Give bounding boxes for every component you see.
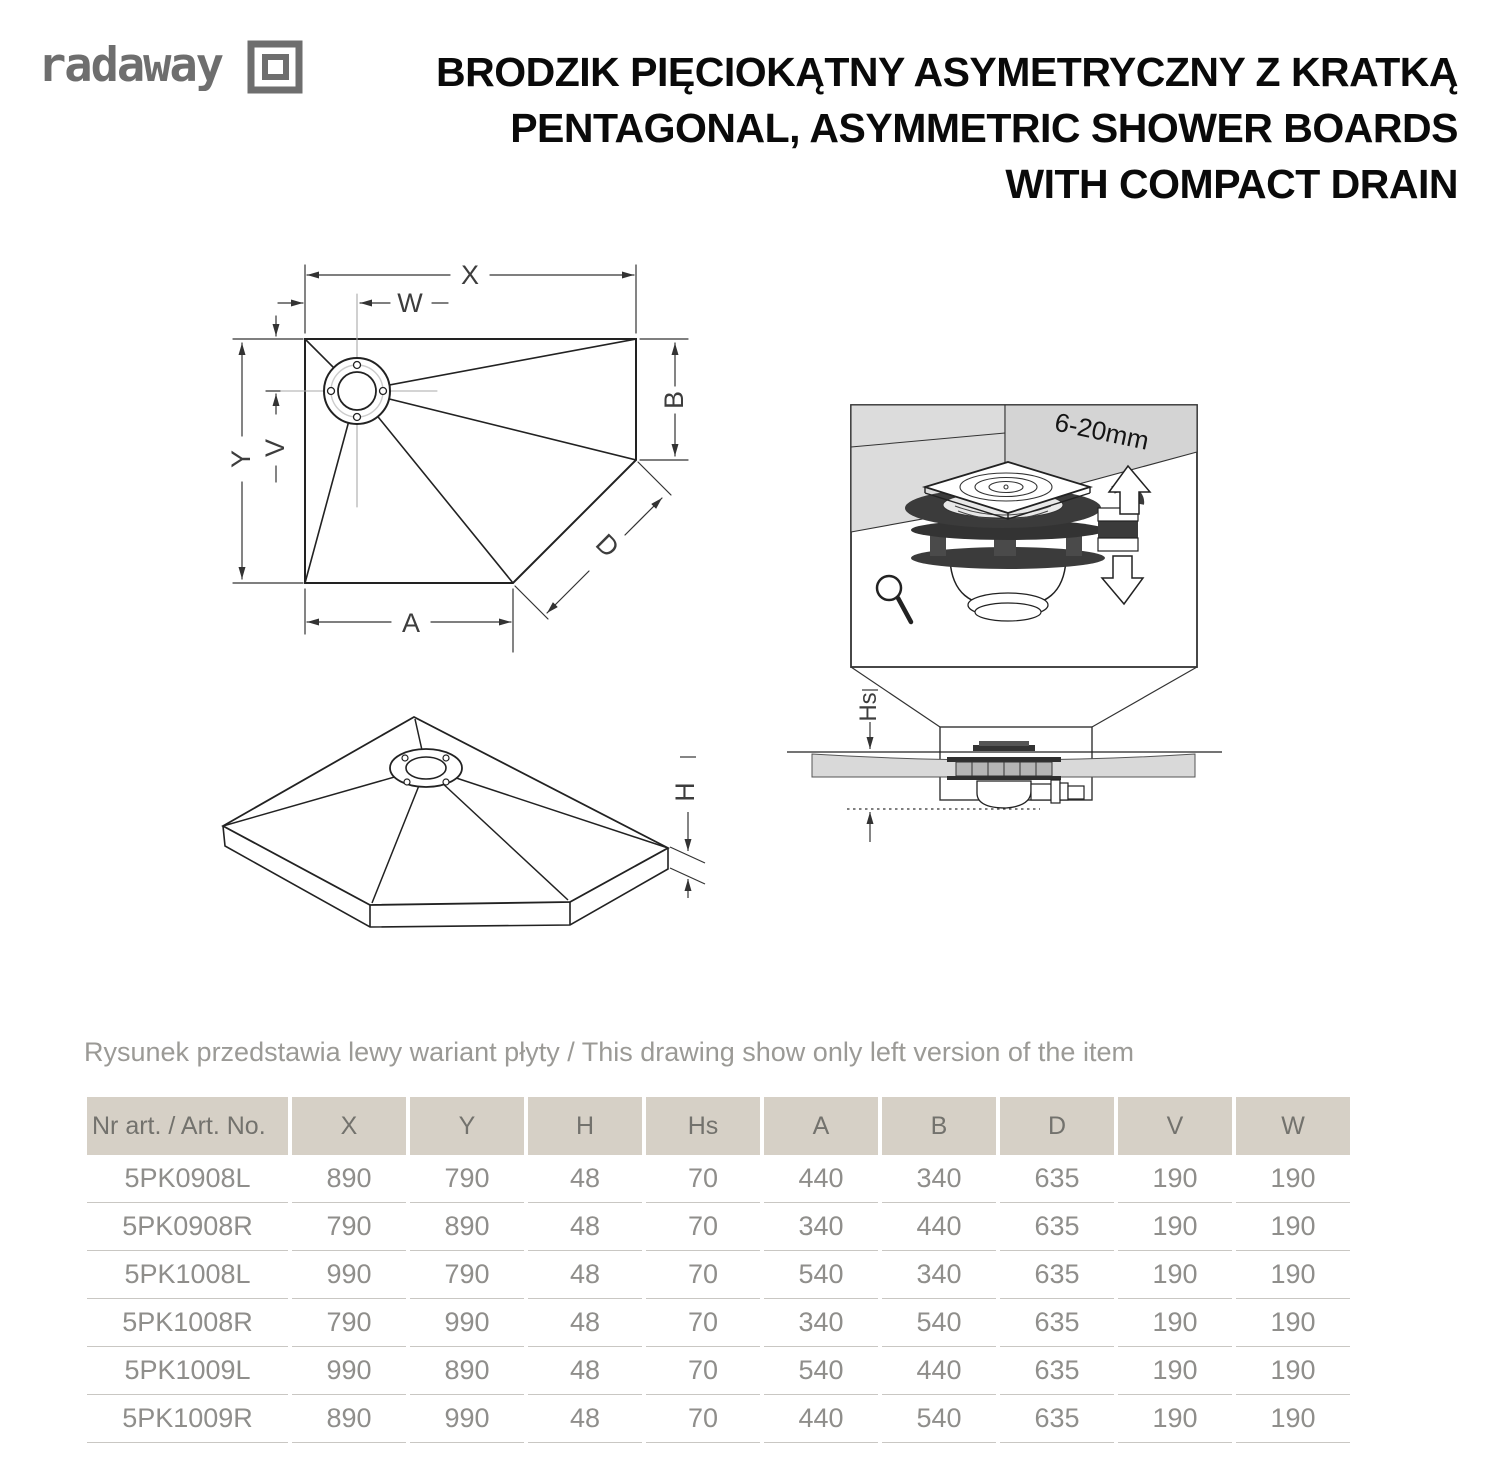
spec-value: 635 [1000, 1155, 1114, 1203]
spec-value: 790 [410, 1155, 524, 1203]
logo-icon [247, 40, 303, 94]
spec-value: 190 [1236, 1251, 1350, 1299]
spec-value: 790 [292, 1299, 406, 1347]
iso-view-drawing [223, 717, 705, 927]
spec-value: 990 [292, 1347, 406, 1395]
column-header: Y [410, 1097, 524, 1155]
column-header: A [764, 1097, 878, 1155]
article-number: 5PK0908R [87, 1203, 288, 1251]
spec-value: 48 [528, 1395, 642, 1443]
shim-range-label: 6-20mm [1052, 406, 1152, 456]
page-title [388, 44, 1458, 212]
spec-value: 540 [882, 1299, 996, 1347]
column-header: X [292, 1097, 406, 1155]
spec-value: 190 [1236, 1347, 1350, 1395]
column-header: Nr art. / Art. No. [87, 1097, 288, 1155]
spec-value: 190 [1236, 1203, 1350, 1251]
spec-value: 48 [528, 1299, 642, 1347]
spec-value: 48 [528, 1251, 642, 1299]
spec-value: 340 [882, 1251, 996, 1299]
spec-value: 790 [292, 1203, 406, 1251]
spec-value: 190 [1118, 1395, 1232, 1443]
dim-label-a: A [401, 608, 421, 638]
spec-value: 190 [1118, 1203, 1232, 1251]
article-number: 5PK1008L [87, 1251, 288, 1299]
article-number: 5PK1008R [87, 1299, 288, 1347]
spec-value: 635 [1000, 1395, 1114, 1443]
spec-value: 70 [646, 1155, 760, 1203]
title-line-2: PENTAGONAL, ASYMMETRIC SHOWER BOARDS [510, 105, 1458, 151]
spec-value: 190 [1118, 1299, 1232, 1347]
technical-drawings [0, 230, 1500, 1035]
column-header: Hs [646, 1097, 760, 1155]
dim-label-hs: Hs [855, 692, 882, 722]
spec-value: 440 [882, 1347, 996, 1395]
spec-value: 340 [764, 1203, 878, 1251]
spec-value: 540 [764, 1251, 878, 1299]
spec-value: 70 [646, 1347, 760, 1395]
column-header: H [528, 1097, 642, 1155]
spec-value: 190 [1236, 1155, 1350, 1203]
spec-value: 635 [1000, 1203, 1114, 1251]
spec-value: 340 [764, 1299, 878, 1347]
spec-value: 890 [410, 1203, 524, 1251]
table-body [87, 1155, 1350, 1443]
dim-label-b: B [659, 390, 689, 410]
spec-value: 790 [410, 1251, 524, 1299]
dim-label-h: H [670, 782, 700, 802]
table-row [87, 1395, 1350, 1443]
column-header: V [1118, 1097, 1232, 1155]
spec-value: 890 [292, 1155, 406, 1203]
spec-value: 635 [1000, 1251, 1114, 1299]
spec-value: 440 [764, 1155, 878, 1203]
drain-detail-drawing [787, 405, 1222, 842]
spec-value: 70 [646, 1203, 760, 1251]
spec-value: 990 [410, 1395, 524, 1443]
column-header: B [882, 1097, 996, 1155]
table-row [87, 1347, 1350, 1395]
spec-value: 635 [1000, 1347, 1114, 1395]
top-view-drawing [226, 260, 689, 652]
table-row [87, 1299, 1350, 1347]
dim-label-d: D [589, 528, 625, 564]
spec-value: 70 [646, 1251, 760, 1299]
dim-label-w: W [397, 288, 423, 318]
spec-value: 340 [882, 1155, 996, 1203]
column-header: D [1000, 1097, 1114, 1155]
spec-value: 990 [410, 1299, 524, 1347]
table-row [87, 1155, 1350, 1203]
spec-value: 190 [1118, 1251, 1232, 1299]
spec-value: 48 [528, 1347, 642, 1395]
spec-value: 540 [764, 1347, 878, 1395]
spec-value: 890 [292, 1395, 406, 1443]
article-number: 5PK0908L [87, 1155, 288, 1203]
table-row [87, 1251, 1350, 1299]
spec-value: 890 [410, 1347, 524, 1395]
logo-wordmark: radaway [38, 38, 223, 93]
spec-value: 190 [1236, 1299, 1350, 1347]
spec-value: 990 [292, 1251, 406, 1299]
spec-table [83, 1097, 1354, 1443]
spec-value: 48 [528, 1155, 642, 1203]
spec-value: 440 [764, 1395, 878, 1443]
spec-value: 190 [1236, 1395, 1350, 1443]
dim-label-x: X [460, 260, 480, 290]
spec-value: 190 [1118, 1155, 1232, 1203]
spec-value: 70 [646, 1395, 760, 1443]
dim-label-y: Y [226, 449, 256, 469]
spec-value: 70 [646, 1299, 760, 1347]
drawing-note: Rysunek przedstawia lewy wariant płyty / This drawing show only left version of the item [84, 1037, 1134, 1067]
spec-value: 540 [882, 1395, 996, 1443]
table-row [87, 1203, 1350, 1251]
title-line-1: BRODZIK PIĘCIOKĄTNY ASYMETRYCZNY Z KRATKĄ [436, 49, 1458, 95]
spec-value: 440 [882, 1203, 996, 1251]
column-header: W [1236, 1097, 1350, 1155]
article-number: 5PK1009R [87, 1395, 288, 1443]
article-number: 5PK1009L [87, 1347, 288, 1395]
spec-value: 48 [528, 1203, 642, 1251]
header-row [87, 1097, 1350, 1155]
dim-label-v: V [260, 438, 290, 458]
spec-value: 635 [1000, 1299, 1114, 1347]
title-line-3: WITH COMPACT DRAIN [1005, 161, 1458, 207]
spec-value: 190 [1118, 1347, 1232, 1395]
